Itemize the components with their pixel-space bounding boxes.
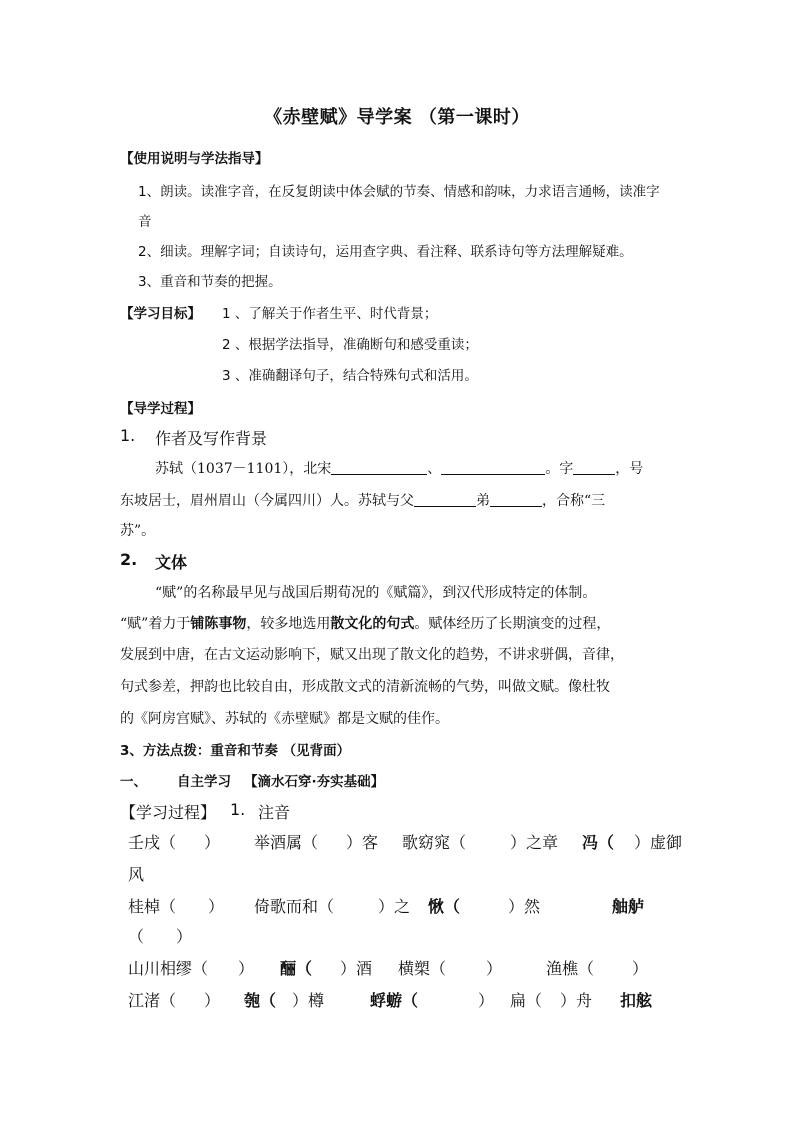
pinyin-prompt: 举酒属（	[254, 833, 319, 852]
genre-text: 。赋体经历了长期演变的过程，	[414, 616, 611, 632]
pinyin-prompt: ）樽	[292, 991, 325, 1010]
usage-item-2: 2、细读。理解字词；自读诗句，运用查字典、看注释、联系诗句等方法理解疑难。	[138, 244, 633, 260]
pinyin-row	[128, 988, 652, 1011]
emphasis-text: 铺陈事物	[190, 616, 247, 632]
pinyin-prompt: ）之	[378, 897, 411, 916]
genre-paragraph-line-2	[120, 613, 610, 633]
father-blank[interactable]	[414, 492, 476, 507]
pinyin-prompt: ）酒	[340, 959, 373, 978]
pinyin-prompt: 扁（	[510, 991, 543, 1010]
section-2-title: 文体	[155, 553, 188, 572]
pinyin-row	[128, 956, 648, 979]
background-text: ，合称“三	[542, 493, 606, 509]
pinyin-prompt: ）客	[346, 833, 379, 852]
part-one-title: 自主学习	[177, 774, 231, 790]
section-2-number: 2.	[120, 550, 138, 569]
pinyin-prompt: 横槊（	[398, 959, 447, 978]
pinyin-prompt: 风	[128, 865, 145, 884]
background-text: 东坡居士，眉州眉山（今属四川）人。苏轼与父	[120, 493, 414, 509]
pinyin-prompt: 江渚（	[128, 991, 177, 1010]
page-title: 《赤壁赋》导学案 （第一课时）	[264, 107, 530, 128]
background-line-1	[155, 458, 643, 478]
background-text: 。字	[545, 461, 574, 477]
pinyin-prompt: 壬戌（	[128, 833, 177, 852]
pinyin-prompt: ）	[486, 959, 503, 978]
pinyin-prompt: ）	[238, 959, 255, 978]
pinyin-prompt: 渔樵（	[546, 959, 595, 978]
genre-paragraph-line-5: 的《阿房宫赋》、苏轼的《赤壁赋》都是文赋的佳作。	[120, 711, 449, 727]
dynasty-blank-1[interactable]	[331, 460, 427, 475]
goal-3: 3 、准确翻译句子，结合特殊句式和活用。	[222, 368, 478, 384]
pinyin-row	[128, 862, 144, 885]
goal-1: 1 、了解关于作者生平、时代背景；	[222, 306, 438, 322]
courtesy-name-blank[interactable]	[573, 460, 615, 475]
background-text: ，号	[615, 461, 644, 477]
background-line-3: 苏”。	[120, 523, 156, 539]
part-one-number: 一、	[120, 774, 147, 790]
pinyin-prompt: ）舟	[560, 991, 593, 1010]
section-1-title: 作者及写作背景	[155, 429, 268, 448]
pinyin-prompt: 酾（	[280, 959, 313, 978]
pinyin-prompt: （	[128, 927, 145, 946]
separator: 、	[427, 461, 442, 477]
pinyin-prompt: 蜉蝣（	[370, 991, 419, 1010]
pinyin-row	[128, 894, 644, 917]
genre-text: “赋”着力于	[120, 616, 191, 632]
pinyin-row	[128, 830, 682, 853]
background-text: 弟	[476, 493, 490, 509]
pinyin-prompt: 舳舻	[612, 897, 645, 916]
pinyin-prompt: 愀（	[428, 897, 461, 916]
goal-2: 2 、根据学法指导，准确断句和感受重读；	[222, 337, 478, 353]
pinyin-prompt: ）虚御	[634, 833, 683, 852]
pinyin-prompt: ）然	[508, 897, 541, 916]
process-heading: 【导学过程】	[120, 401, 201, 417]
section-1-number: 1.	[120, 426, 136, 445]
emphasis-text: 散文化的句式	[330, 616, 415, 632]
pronunciation-number: 1.	[230, 800, 246, 819]
brother-blank[interactable]	[490, 492, 542, 507]
pinyin-prompt: 倚歌而和（	[254, 897, 335, 916]
learning-process-label: 【学习过程】	[120, 803, 217, 822]
genre-text: ，较多地选用	[246, 616, 331, 632]
section-3-heading: 3、方法点拨：重音和节奏 （见背面）	[120, 743, 351, 759]
pinyin-prompt: 冯（	[582, 833, 615, 852]
pinyin-prompt: 山川相缪（	[128, 959, 209, 978]
pinyin-prompt: 匏（	[244, 991, 277, 1010]
pinyin-prompt: ）	[204, 991, 221, 1010]
usage-item-3: 3、重音和节奏的把握。	[138, 274, 282, 290]
part-one-tag: 【滴水石穿·夯实基础】	[244, 774, 385, 790]
pinyin-prompt: ）	[478, 991, 495, 1010]
genre-paragraph-line-4: 句式参差，押韵也比较自由，形成散文式的清新流畅的气势，叫做文赋。像杜牧	[120, 679, 610, 695]
usage-item-1: 1、朗读。读准字音，在反复朗读中体会赋的节奏、情感和韵味，力求语言通畅，读准字	[138, 184, 660, 200]
pinyin-prompt: ）	[632, 959, 649, 978]
pinyin-prompt: 扣舷	[620, 991, 653, 1010]
pinyin-row	[128, 924, 192, 947]
pinyin-prompt: ）	[176, 927, 193, 946]
usage-heading: 【使用说明与学法指导】	[120, 151, 269, 167]
pinyin-prompt: 歌窈窕（	[402, 833, 467, 852]
usage-item-1-cont: 音	[138, 214, 152, 230]
genre-paragraph-line-3: 发展到中唐，在古文运动影响下，赋又出现了散文化的趋势，不讲求骈偶，音律，	[120, 647, 624, 663]
dynasty-blank-2[interactable]	[441, 460, 545, 475]
pronunciation-title: 注音	[258, 803, 291, 822]
pinyin-prompt: ）之章	[510, 833, 559, 852]
background-line-2	[120, 490, 605, 510]
background-text: 苏轼（1037－1101），北宋	[155, 461, 332, 477]
genre-paragraph-line-1: “赋”的名称最早见与战国后期荀况的《赋篇》，到汉代形成特定的体制。	[155, 585, 597, 601]
pinyin-prompt: ）	[208, 897, 225, 916]
pinyin-prompt: ）	[204, 833, 221, 852]
goals-label: 【学习目标】	[120, 306, 201, 322]
pinyin-prompt: 桂棹（	[128, 897, 177, 916]
